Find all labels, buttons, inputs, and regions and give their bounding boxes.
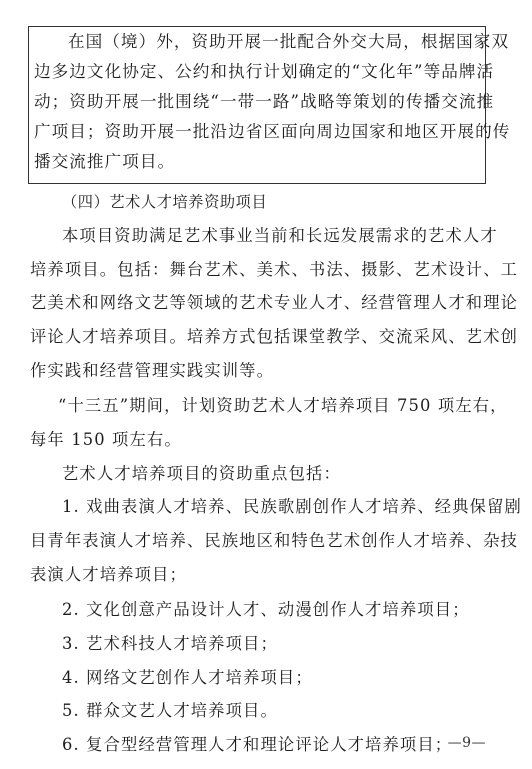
boxed-paragraph-line: 边多边文化协定、公约和执行计划确定的“文化年”等品牌活 <box>34 62 495 81</box>
intro-paragraph-line: 本项目资助满足艺术事业当前和长远发展需求的艺术人才 <box>62 226 498 245</box>
boxed-paragraph-line: 播交流推广项目。 <box>34 152 176 171</box>
page-number: —9— <box>447 735 486 751</box>
intro-paragraph-line: 艺美术和网络文艺等领域的艺术专业人才、经营管理人才和理论 <box>30 293 519 312</box>
focus-item-4: 4. 网络文艺创作人才培养项目； <box>62 668 313 687</box>
focus-item-3: 3. 艺术科技人才培养项目； <box>62 634 278 653</box>
focus-item-1-line: 表演人才培养项目； <box>30 565 187 584</box>
focus-intro: 艺术人才培养项目的资助重点包括： <box>62 464 341 483</box>
plan-paragraph-line: 每年 150 项左右。 <box>30 430 182 449</box>
boxed-paragraph-line: 动；资助开展一批围绕“一带一路”战略等策划的传播交流推 <box>34 92 495 111</box>
section-heading: （四）艺术人才培养资助项目 <box>62 193 268 211</box>
intro-paragraph-line: 作实践和经营管理实践实训等。 <box>30 361 275 380</box>
focus-item-5: 5. 群众文艺人才培养项目。 <box>62 701 278 720</box>
boxed-paragraph-line: 广项目；资助开展一批沿边省区面向周边国家和地区开展的传 <box>34 122 511 141</box>
focus-item-6: 6. 复合型经营管理人才和理论评论人才培养项目； <box>62 735 453 754</box>
boxed-paragraph-line: 在国（境）外，资助开展一批配合外交大局，根据国家双 <box>68 32 510 51</box>
plan-paragraph-line: “十三五”期间，计划资助艺术人才培养项目 750 项左右， <box>58 396 508 415</box>
intro-paragraph-line: 评论人才培养项目。培养方式包括课堂教学、交流采风、艺术创 <box>30 327 519 346</box>
focus-item-1-line: 目青年表演人才培养、民族地区和特色艺术创作人才培养、杂技 <box>30 531 519 550</box>
focus-item-1-line: 1. 戏曲表演人才培养、民族歌剧创作人才培养、经典保留剧 <box>62 497 522 516</box>
focus-item-2: 2. 文化创意产品设计人才、动漫创作人才培养项目； <box>62 600 470 619</box>
intro-paragraph-line: 培养项目。包括：舞台艺术、美术、书法、摄影、艺术设计、工 <box>30 260 519 279</box>
